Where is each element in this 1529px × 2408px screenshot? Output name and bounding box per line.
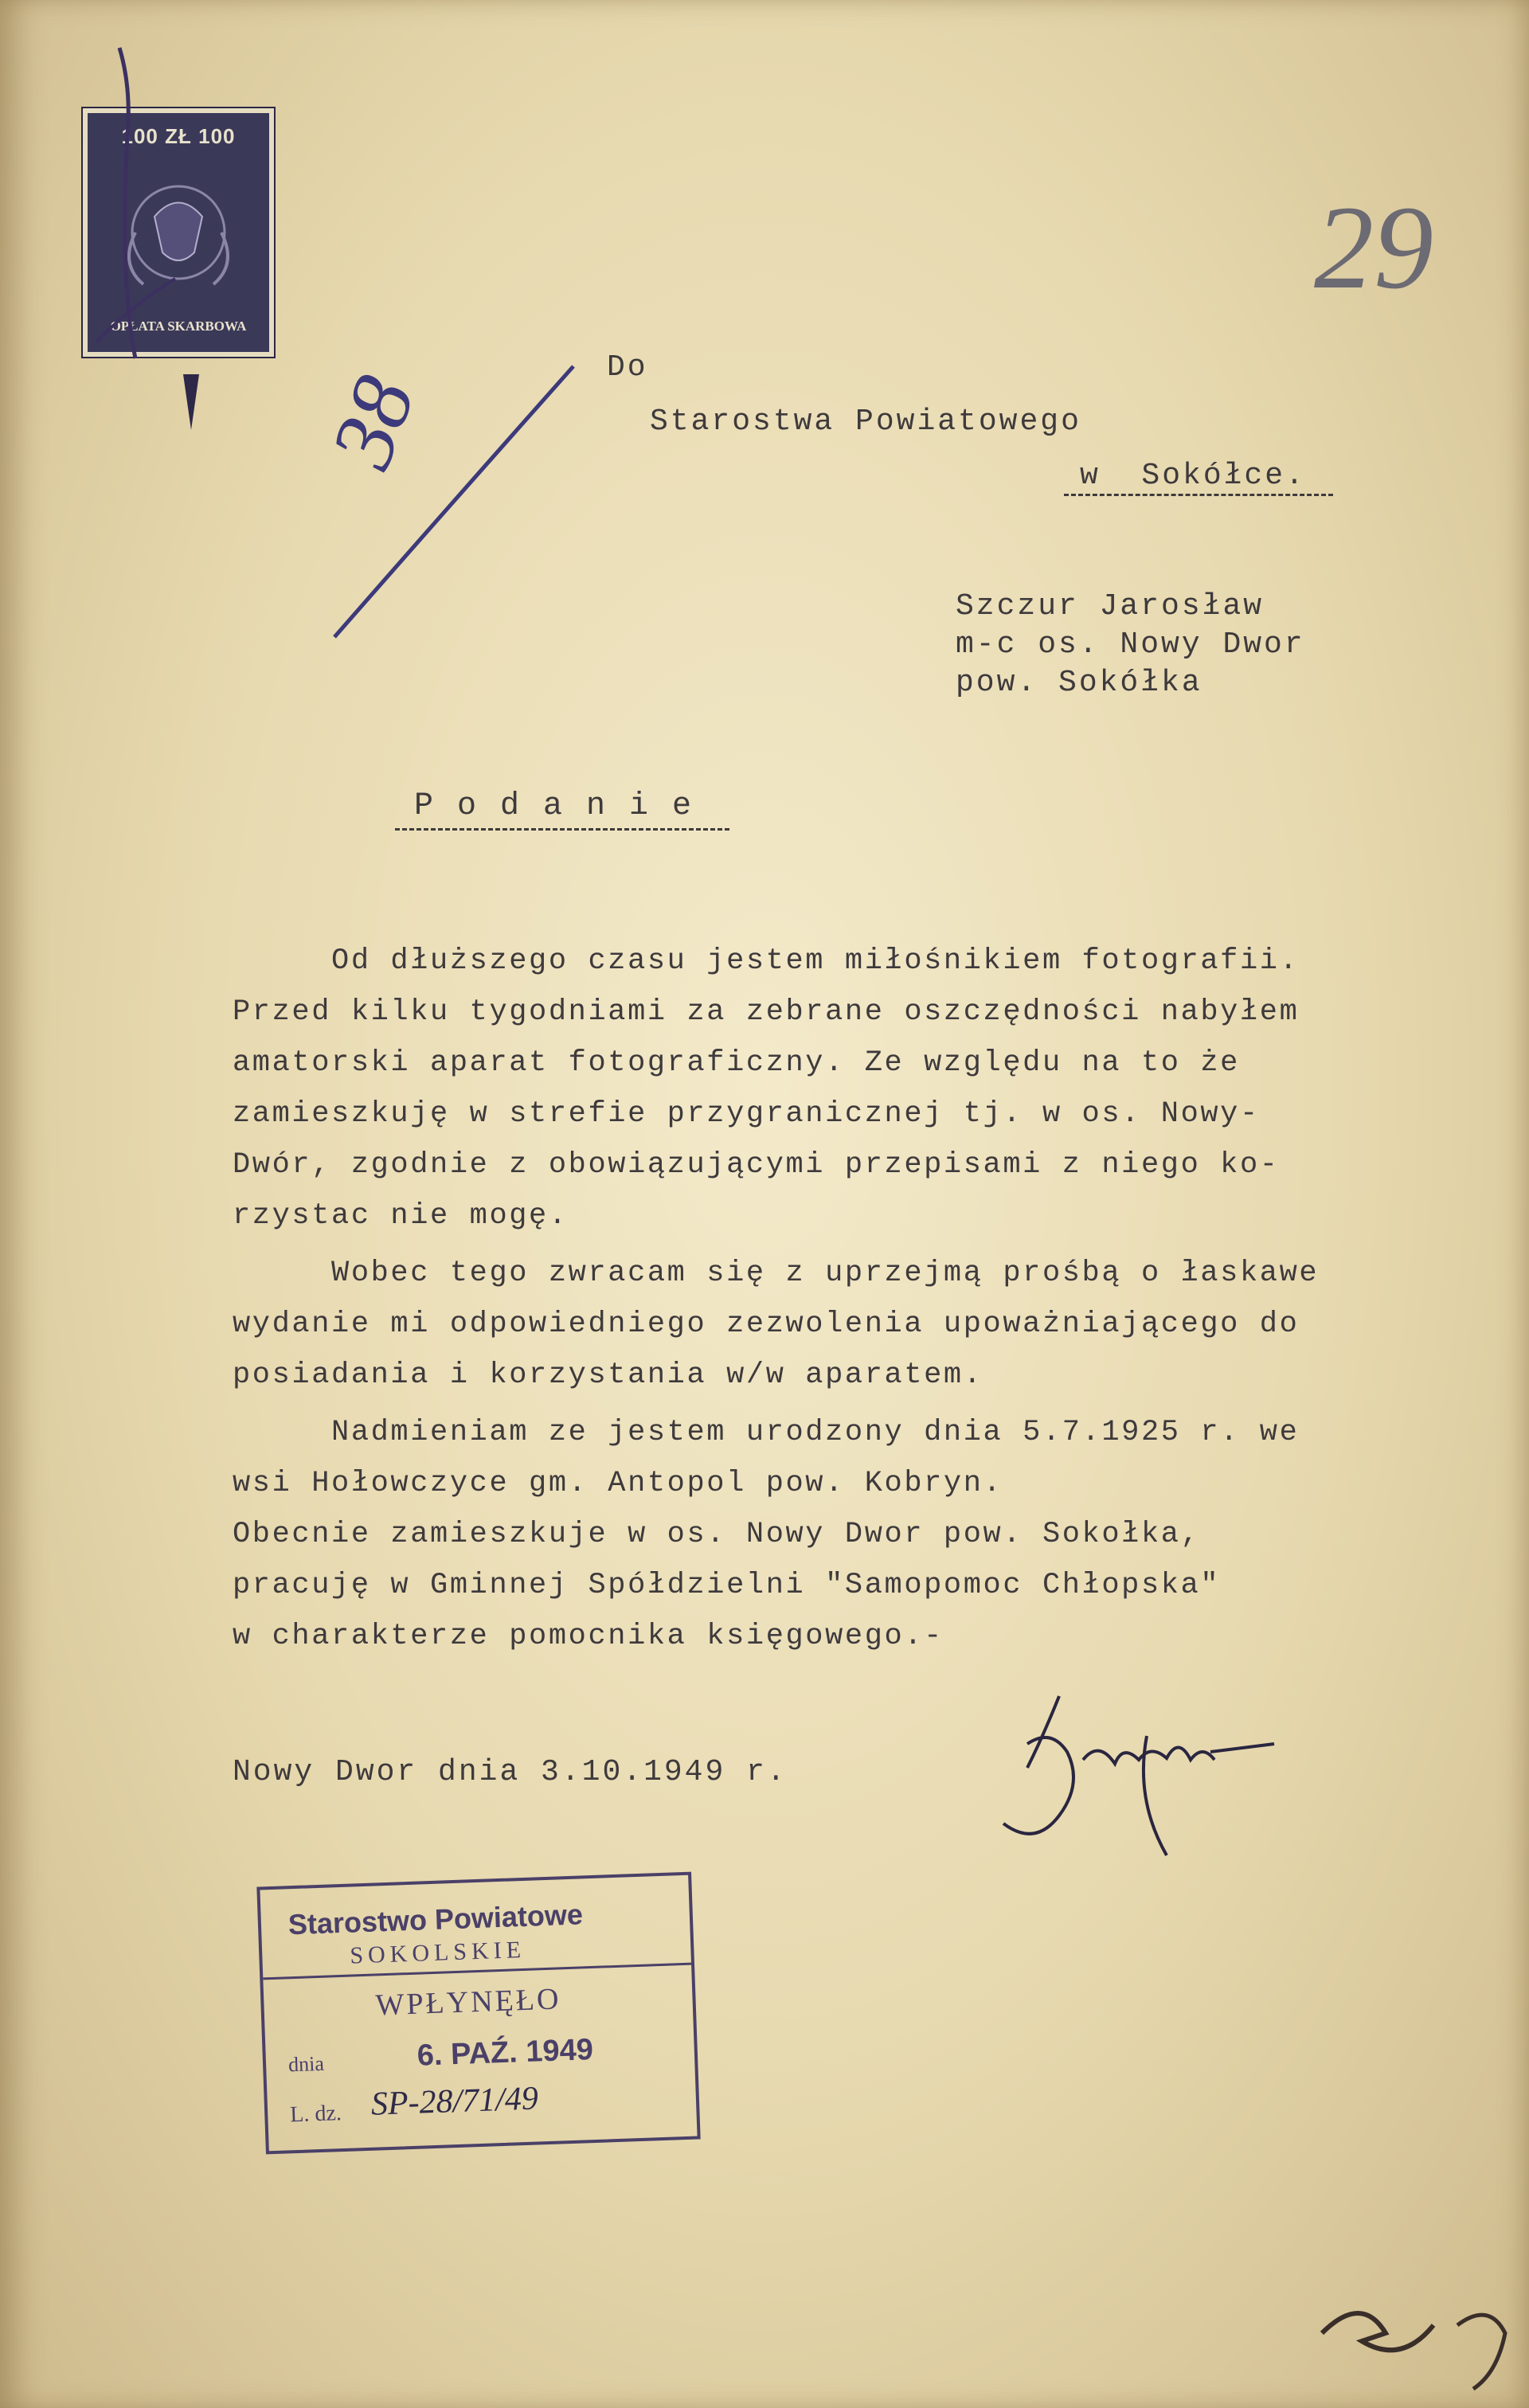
date-line: Nowy Dwor dnia 3.10.1949 r. bbox=[233, 1755, 788, 1789]
title-underline bbox=[395, 828, 729, 831]
body-line: amatorski aparat fotograficzny. Ze względu na to że bbox=[233, 1046, 1240, 1080]
body-line: rzystac nie mogę. bbox=[233, 1199, 569, 1233]
sender-name: Szczur Jarosław bbox=[956, 589, 1265, 624]
addressee-underline bbox=[1064, 494, 1333, 496]
body-line: Obecnie zamieszkuje w os. Nowy Dwor pow. Sokołka, bbox=[233, 1518, 1201, 1551]
receipt-stamp-ref-label: L. dz. bbox=[289, 2101, 342, 2128]
body-line: w charakterze pomocnika księgowego.- bbox=[233, 1620, 944, 1653]
signature bbox=[995, 1664, 1298, 1871]
corner-mark bbox=[1314, 2277, 1521, 2397]
margin-note: 38 bbox=[311, 364, 434, 480]
body-line: pracuję w Gminnej Spółdzielni "Samopomoc Chłopska" bbox=[233, 1569, 1221, 1602]
receipt-stamp-ref-number: SP-28/71/49 bbox=[370, 2080, 539, 2123]
body-line: Przed kilku tygodniami za zebrane oszczędności nabyłem bbox=[233, 995, 1300, 1029]
revenue-stamp-value-right: 100 bbox=[198, 124, 236, 148]
revenue-stamp-value-left: 100 bbox=[121, 124, 158, 148]
stamp-cancel-marks bbox=[72, 40, 231, 438]
addressee-line-3: w Sokółce. bbox=[1080, 459, 1306, 493]
body-line: wydanie mi odpowiedniego zezwolenia upoważniającego do bbox=[233, 1308, 1300, 1341]
body-line: wsi Hołowczyce gm. Antopol pow. Kobryn. bbox=[233, 1467, 1003, 1500]
sender-county: pow. Sokółka bbox=[956, 666, 1202, 700]
page-number: 29 bbox=[1314, 182, 1433, 314]
body-line: Dwór, zgodnie z obowiązującymi przepisami z niego ko- bbox=[233, 1148, 1280, 1182]
receipt-stamp-received: WPŁYNĘŁO bbox=[374, 1982, 562, 2023]
body-line: Wobec tego zwracam się z uprzejmą prośbą o łaskawe bbox=[233, 1257, 1320, 1290]
body-line: Nadmieniam ze jestem urodzony dnia 5.7.1925 r. we bbox=[233, 1416, 1300, 1449]
revenue-stamp-label: OPŁATA SKARBOWA bbox=[110, 319, 247, 334]
body-line: posiadania i korzystania w/w aparatem. bbox=[233, 1358, 983, 1392]
revenue-stamp-currency: ZŁ bbox=[165, 124, 192, 148]
sender-place: m-c os. Nowy Dwor bbox=[956, 627, 1305, 662]
body-line: zamieszkuję w strefie przygranicznej tj. w os. Nowy- bbox=[233, 1097, 1260, 1131]
receipt-stamp bbox=[256, 1872, 700, 2155]
receipt-stamp-office: Starostwo Powiatowe bbox=[287, 1898, 584, 1941]
receipt-stamp-day-label: dnia bbox=[287, 2051, 325, 2077]
addressee-line-2: Starostwa Powiatowego bbox=[650, 405, 1081, 439]
receipt-stamp-date: 6. PAŹ. 1949 bbox=[416, 2033, 594, 2073]
addressee-line-1: Do bbox=[607, 350, 648, 385]
body-line: Od dłuższego czasu jestem miłośnikiem fotografii. bbox=[233, 944, 1300, 978]
receipt-stamp-town: SOKOLSKIE bbox=[349, 1936, 526, 1969]
document-title: P o d a n i e bbox=[414, 788, 694, 824]
